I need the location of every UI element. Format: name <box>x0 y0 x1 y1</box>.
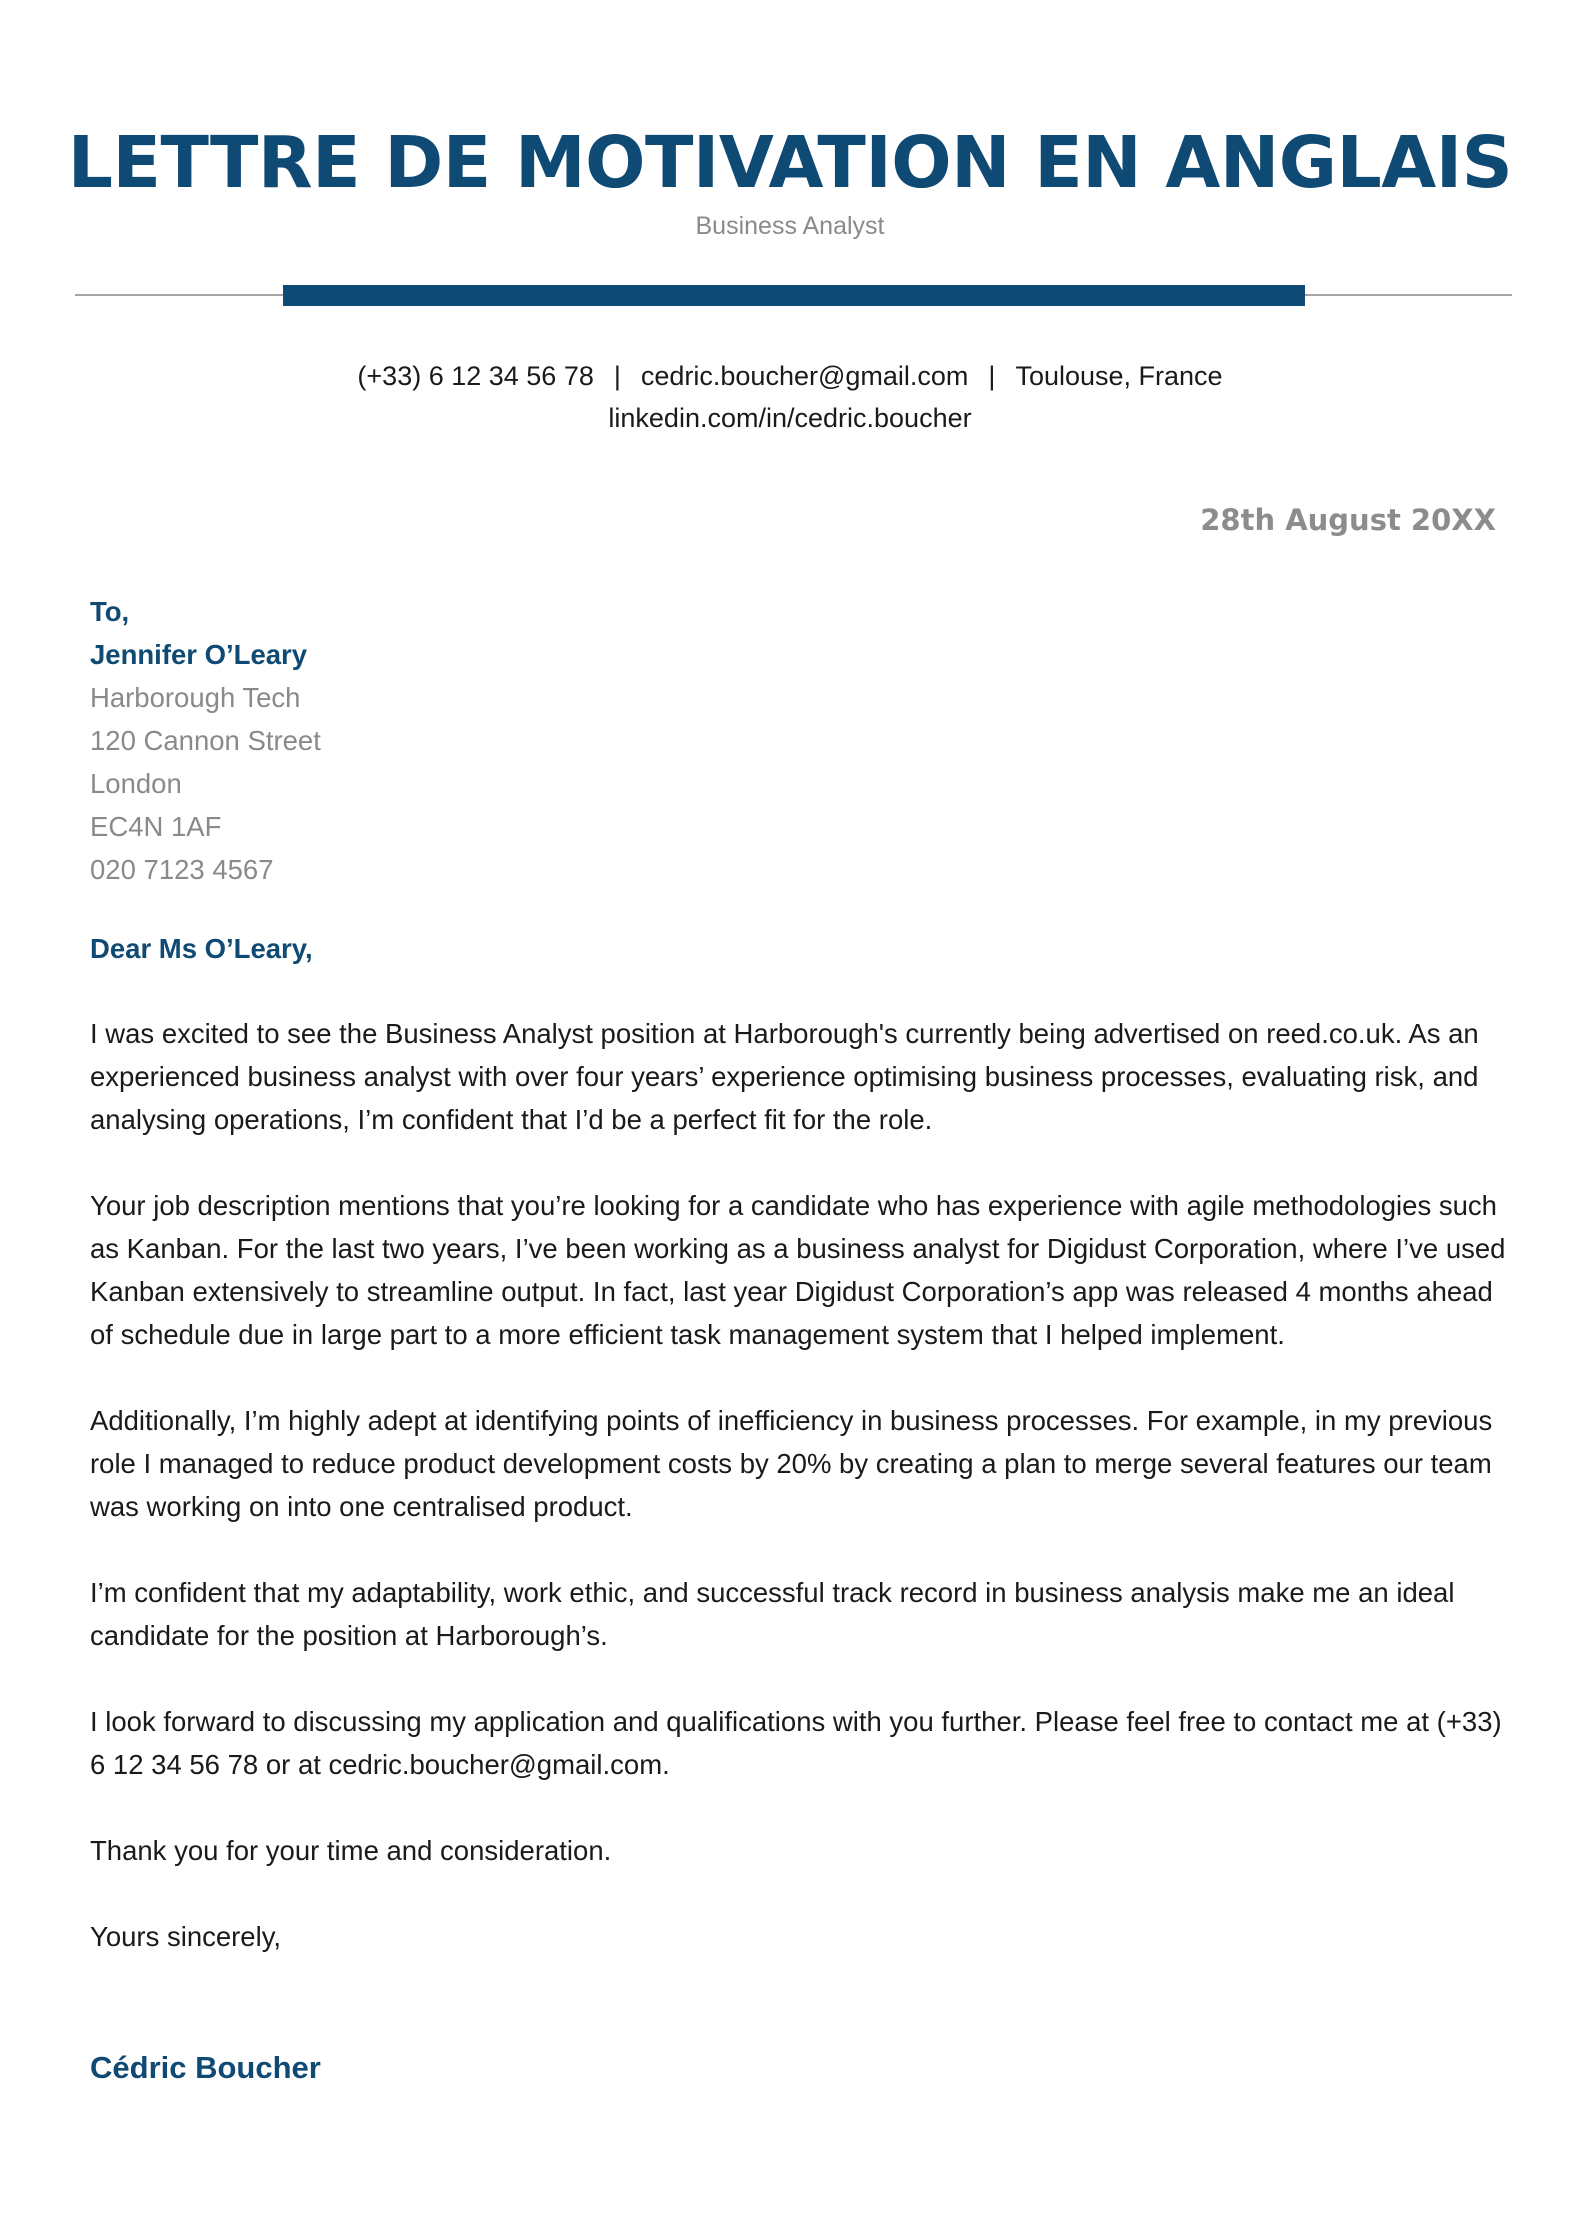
recipient-name: Jennifer O’Leary <box>90 639 308 670</box>
body-paragraph: Additionally, I’m highly adept at identifying points of inefficiency in business processes. For example, in my previous role I managed to reduce product development costs by 20% by creating a plan to merge several features our team was working on into one centralised product. <box>90 1405 1493 1522</box>
contact-block <box>0 355 1580 439</box>
body-paragraph: I’m confident that my adaptability, work ethic, and successful track record in business analysis make me an ideal candidate for the position at Harborough’s. <box>90 1577 1455 1651</box>
contact-linkedin[interactable]: linkedin.com/in/cedric.boucher <box>608 403 972 433</box>
recipient-postcode: EC4N 1AF <box>90 811 222 842</box>
page-title: LETTRE DE MOTIVATION EN ANGLAIS <box>67 121 1513 204</box>
closing-line: Yours sincerely, <box>90 1921 282 1952</box>
contact-phone[interactable]: (+33) 6 12 34 56 78 <box>357 361 594 391</box>
body-paragraph: Thank you for your time and consideration. <box>90 1835 612 1866</box>
contact-line-1 <box>0 355 1580 397</box>
letter-date: 28th August 20XX <box>1200 503 1496 537</box>
body-paragraph: Your job description mentions that you’re looking for a candidate who has experience with agile methodologies such as Kanban. For the last two years, I’ve been working as a business analyst for Digidust Corporation, where I’ve used Kanban extensively to streamline output. In fact, last year Digidust Corporation’s app was released 4 months ahead of schedule due in large part to a more efficient task management system that I helped implement. <box>90 1190 1506 1350</box>
page-subtitle: Business Analyst <box>695 212 885 240</box>
recipient-city: London <box>90 768 182 799</box>
contact-separator: | <box>613 361 621 391</box>
recipient-block <box>90 590 321 891</box>
contact-separator: | <box>988 361 996 391</box>
recipient-company: Harborough Tech <box>90 682 301 713</box>
header-divider-accent <box>283 285 1305 306</box>
recipient-to-label: To, <box>90 596 130 627</box>
salutation: Dear Ms O’Leary, <box>90 933 313 964</box>
contact-location: Toulouse, France <box>1015 361 1223 391</box>
letter-body <box>90 1012 1510 2001</box>
body-paragraph: I look forward to discussing my application and qualifications with you further. Please feel free to contact me at (+33) 6 12 34 56 78 or at cedric.boucher@gmail.com. <box>90 1706 1502 1780</box>
recipient-phone: 020 7123 4567 <box>90 854 274 885</box>
signature-name: Cédric Boucher <box>90 2050 321 2085</box>
body-paragraph: I was excited to see the Business Analyst position at Harborough's currently being advertised on reed.co.uk. As an experienced business analyst with over four years’ experience optimising business processes, evaluating risk, and analysing operations, I’m confident that I’d be a perfect fit for the role. <box>90 1018 1479 1135</box>
contact-email[interactable]: cedric.boucher@gmail.com <box>640 361 969 391</box>
recipient-street: 120 Cannon Street <box>90 725 321 756</box>
contact-line-2 <box>0 397 1580 439</box>
